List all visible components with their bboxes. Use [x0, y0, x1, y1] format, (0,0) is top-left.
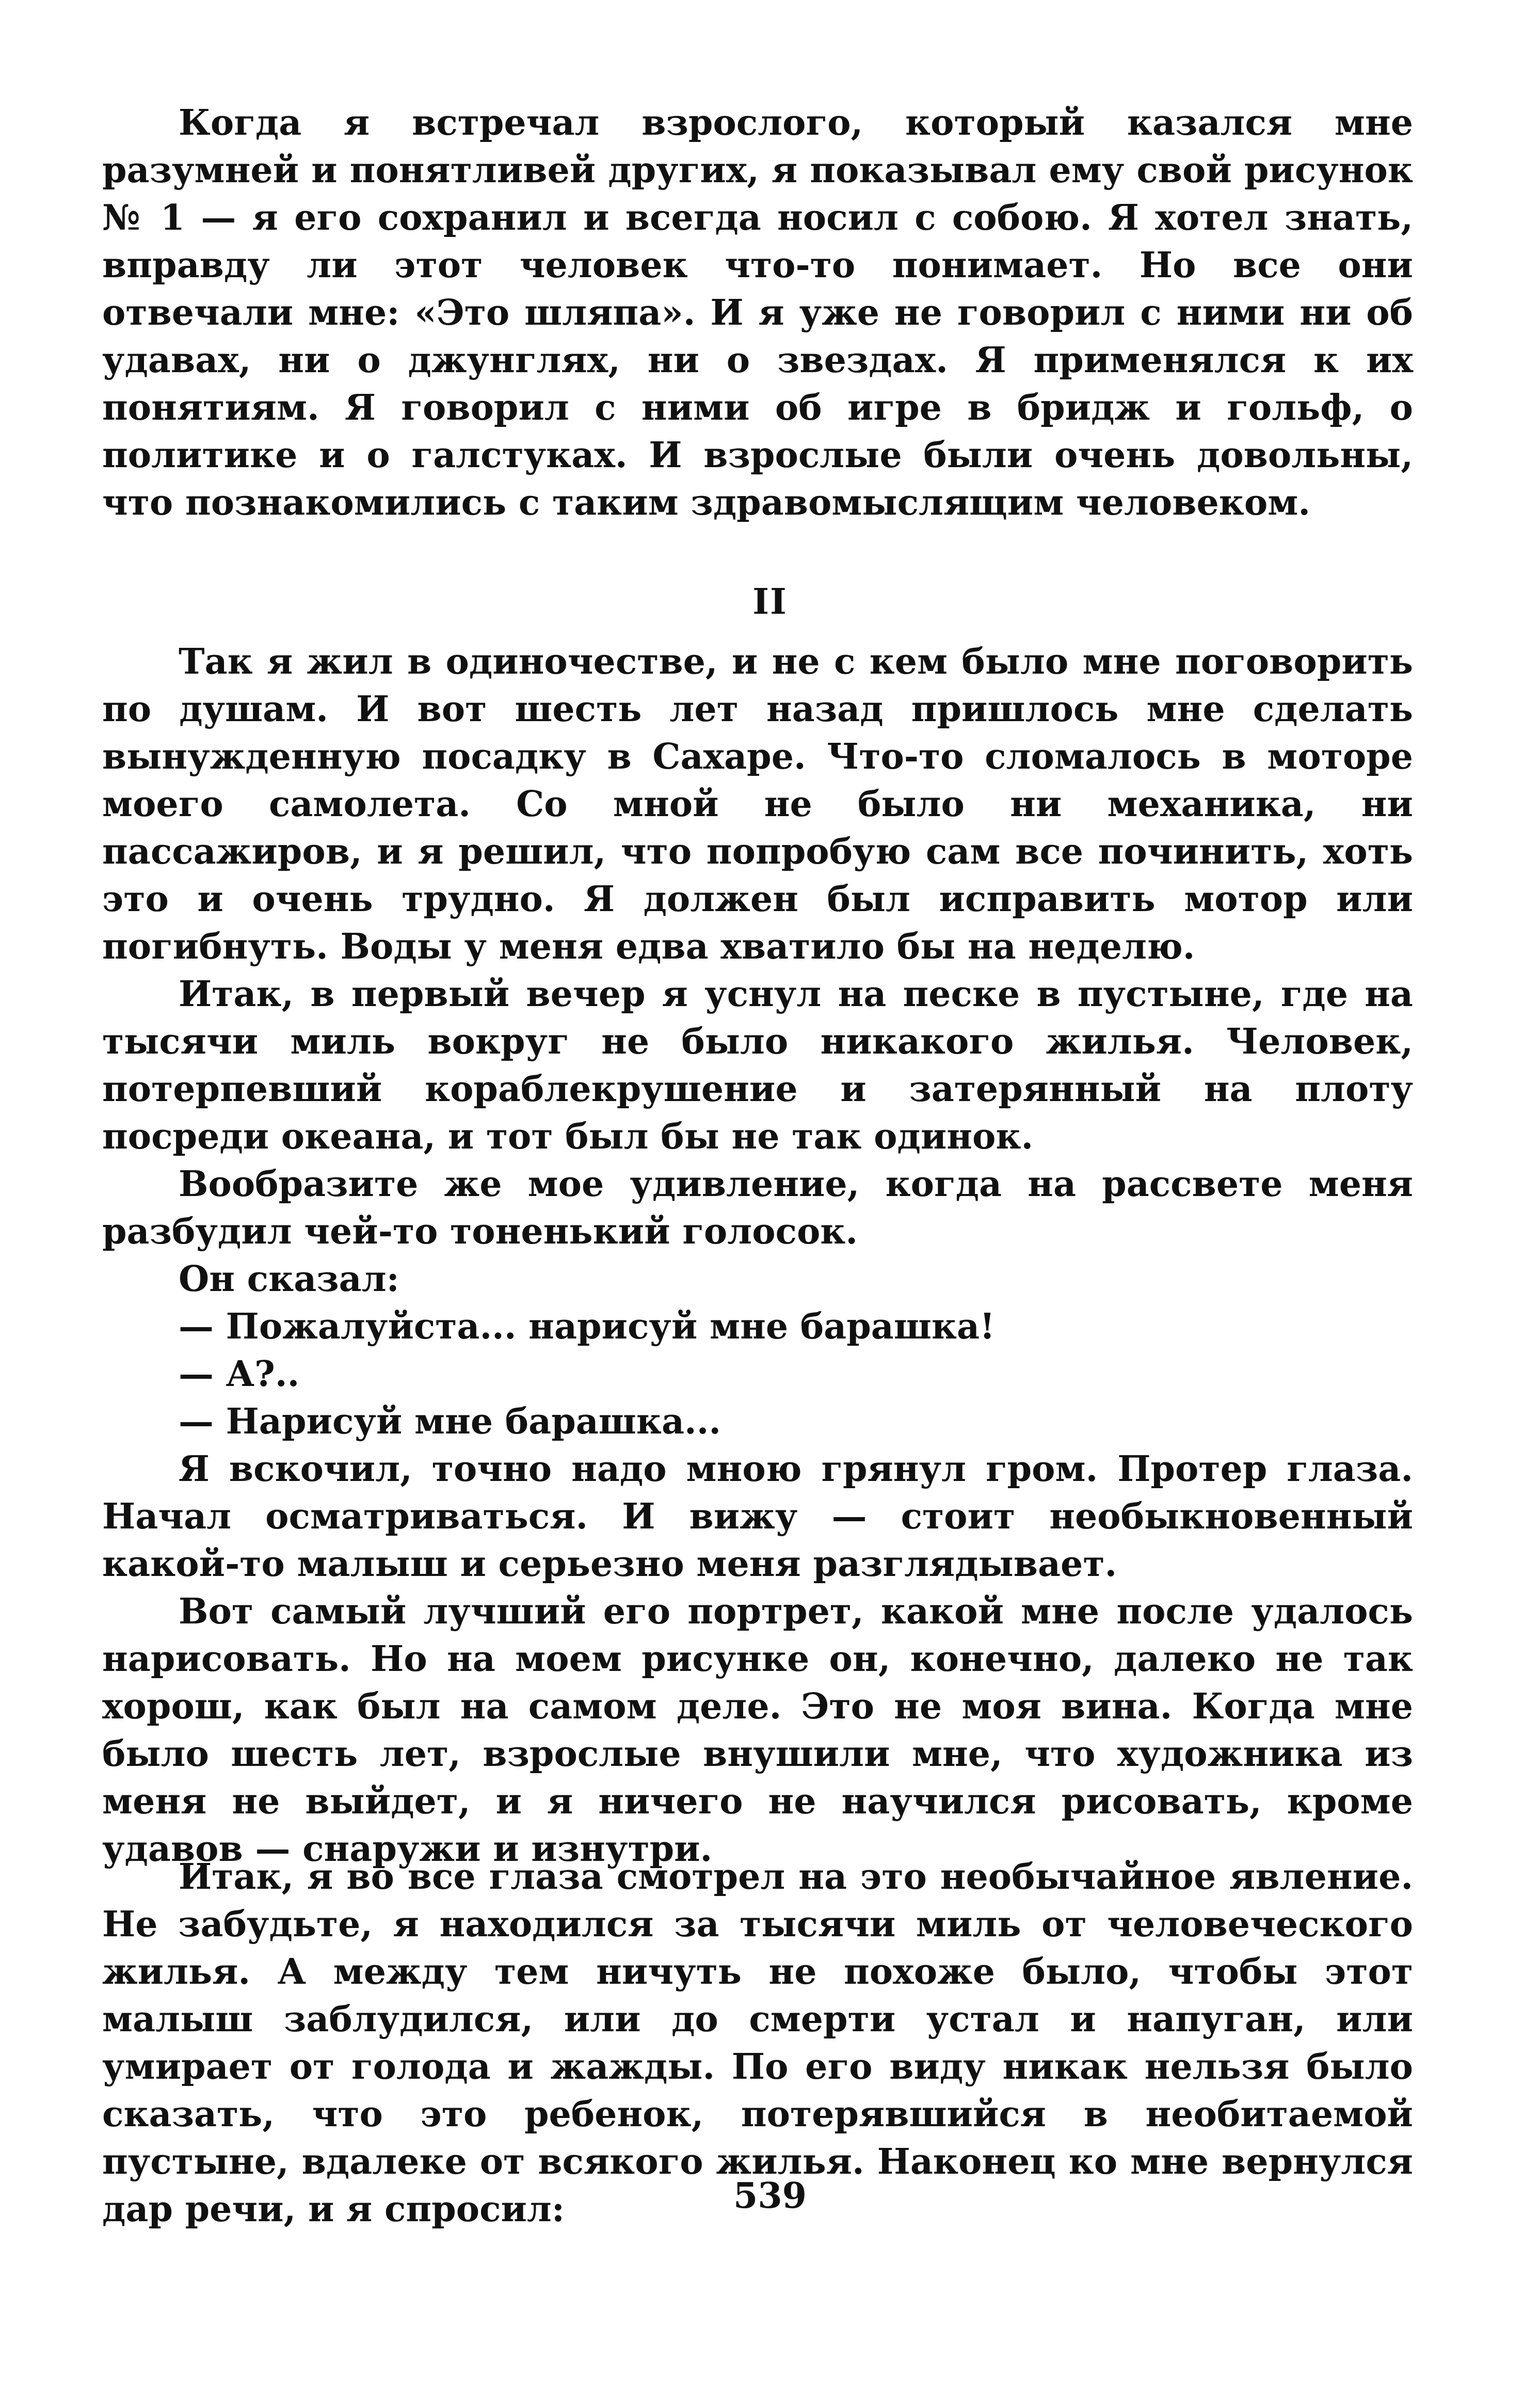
paragraph: Итак, в первый вечер я уснул на песке в пустыне, где на тысячи миль вокруг не было никакого жилья. Человек, потерпевший кораблекрушение и затерянный на плоту посреди океана, и тот был бы не так одинок. — [102, 974, 1413, 1157]
dialog-line: — Пожалуйста... нарисуй мне барашка! — [179, 1306, 995, 1347]
paragraph: Вот самый лучший его портрет, какой мне после удалось нарисовать. Но на моем рисунке он, конечно, далеко не так хорош, как был на самом деле. Это не моя вина. Когда мне было шесть лет, взрослые внушили мне, что художника из меня не выйдет, и я ничего не научился рисовать, кроме удавов — снаружи и изнутри. — [102, 1591, 1413, 1870]
paragraph: Так я жил в одиночестве, и не с кем было мне поговорить по душам. И вот шесть лет назад пришлось мне сделать вынужденную посадку в Сахаре. Что-то сломалось в моторе моего самолета. Со мной не было ни механика, ни пассажиров, и я решил, что попробую сам все починить, хоть это и очень трудно. Я должен был исправить мотор или погибнуть. Воды у меня едва хватило бы на неделю. — [102, 641, 1413, 967]
section-number: II — [752, 581, 788, 623]
paragraph: Когда я встречал взрослого, который казался мне разумней и понятливей других, я показывал ему свой рисунок № 1 — я его сохранил и всегда носил с собою. Я хотел знать, вправду ли этот человек что-то понимает. Но все они отвечали мне: «Это шляпа». И я уже не говорил с ними ни об удавах, ни о джунглях, ни о звездах. Я применялся к их понятиям. Я говорил с ними об игре в бридж и гольф, о политике и о галстуках. И взрослые были очень довольны, что познакомились с таким здравомыслящим человеком. — [102, 102, 1413, 523]
paragraph: Вообразите же мое удивление, когда на рассвете меня разбудил чей-то тоненький голосок. — [102, 1164, 1413, 1252]
paragraph: Итак, я во все глаза смотрел на это необычайное явление. Не забудьте, я находился за тысячи миль от человеческого жилья. А между тем ничуть не похоже было, чтобы этот малыш заблудился, или до смерти устал и напуган, или умирает от голода и жажды. По его виду никак нельзя было сказать, что это ребенок, потерявшийся в необитаемой пустыне, вдалеке от всякого жилья. Наконец ко мне вернулся дар речи, и я спросил: — [102, 1856, 1413, 2230]
text-block-middle — [102, 638, 1413, 1873]
text-block-top — [102, 99, 1413, 527]
dialog-line: — Нарисуй мне барашка... — [179, 1401, 721, 1442]
page-number: 539 — [733, 2175, 807, 2217]
dialog-line: Он сказал: — [179, 1258, 399, 1300]
paragraph: Я вскочил, точно надо мною грянул гром. Протер глаза. Начал осматриваться. И вижу — стоит необыкновенный какой-то малыш и серьезно меня разглядывает. — [102, 1448, 1413, 1585]
dialog-line: — А?.. — [179, 1353, 300, 1395]
